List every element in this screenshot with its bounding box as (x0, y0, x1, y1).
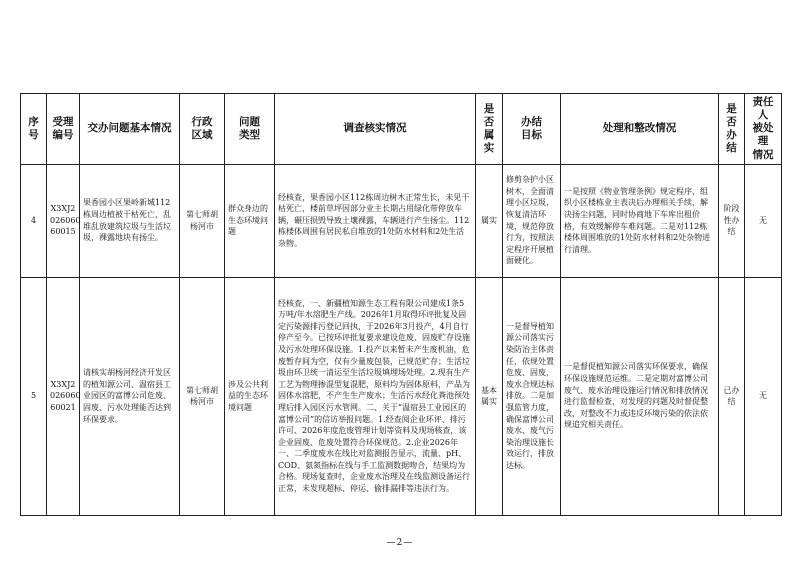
row-truth: 属实 (476, 164, 503, 277)
row-id-text: X3XJ2 026060 60015 (50, 204, 81, 237)
row-investigation: 经核查，一、新疆植知源生态工程有限公司建成1条5万吨/年水溶肥生产线。2026年1月取得环评批复及固定污染源排污登记回执，于2026年3月投产，4月自行停产至今。已按环评批复要求建设危废、固废贮存设施及污水处理环保设施。1.投产以来暂未产生废机油，危废暂存间为空，仅有少量废包装，已规范贮存；生活垃圾由环卫统一清运至生活垃圾填埋场处理。2.现有生产工艺为物理掺混型复混肥，原料均为固体原料，产品为固体水溶肥，不产生生产废水；生活污水经化粪池预处理后排入园区污水管网。二、关于“温宿县工业园区的富博公司”的信访举报问题。1.经查阅企业环评、排污许可、2026年度危废管理计划等资料及现场核查，该企业固废、危废处置符合环保规范。2.企业2026年一、二季度废水在线比对监测报告显示，流量、pH、COD、氨氮指标在线与手工监测数据吻合，结果均为合格。现场复查时，企业废水治理及在线监测设备运行正常，未发现超标、停运、偷排漏排等违法行为。 (275, 277, 476, 515)
header-id-text: 受理 编号 (52, 115, 74, 141)
row-type: 涉及公共利益的生态环境问题 (225, 277, 275, 515)
row-responsible: 无 (745, 277, 782, 515)
header-basic: 交办问题基本情况 (80, 94, 180, 165)
header-responsible-text: 责任人 被处理 情况 (752, 96, 774, 161)
row-id-text: X3XJ2 026060 60021 (50, 379, 81, 412)
header-index: 序号 (21, 94, 47, 165)
row-basic: 请核实胡杨河经济开发区的植知源公司、温宿县工业园区的富博公司危废、固废、污水处理能否达到环保要求。 (80, 277, 180, 515)
table-row (21, 164, 782, 277)
row-index: 4 (21, 164, 47, 277)
header-type-text: 问题 类型 (239, 115, 260, 141)
header-responsible (745, 94, 782, 165)
row-region: 第七师胡杨河市 (180, 164, 225, 277)
row-handling: 一是按照《物业管理条例》规定程序，组织小区楼栋业主表决后办理相关手续，解决扬尘问题，同时协商地下车库出租价格，有效缓解停车难问题。二是对112栋楼体周围堆放的1处防水材料和2处杂物进行清理。 (561, 164, 719, 277)
row-id (47, 277, 80, 515)
row-done: 已办结 (719, 277, 745, 515)
row-investigation: 经核查，果香园小区112栋周边树木正常生长，未见干枯死亡，楼前草坪因部分业主长期占用绿化带停放车辆，碾压损毁导致土壤裸露，车辆进行产生扬尘。112栋楼体周围有居民私自堆放的1处防水材料和2处生活杂物。 (275, 164, 476, 277)
header-truth-text: 是否 属实 (483, 102, 495, 154)
header-done-text: 是否 办结 (726, 102, 737, 154)
table-header-row (21, 94, 782, 165)
row-region: 第七师胡杨河市 (180, 277, 225, 515)
row-goal: 修剪杂护小区树木，全面清理小区垃圾，恢复清洁环境，规范停放行为，按照法定程序开展植面硬化。 (503, 164, 561, 277)
header-id (47, 94, 80, 165)
row-type: 群众身边的生态环境问题 (225, 164, 275, 277)
row-basic: 果香园小区果岭新城112栋周边植被干枯死亡，乱堆乱放建筑垃圾与生活垃圾，裸露地块有扬尘。 (80, 164, 180, 277)
row-done: 阶段性办结 (719, 164, 745, 277)
row-index: 5 (21, 277, 47, 515)
header-truth (476, 94, 503, 165)
header-region-text: 行政 区域 (191, 115, 213, 141)
header-goal (503, 94, 561, 165)
row-responsible: 无 (745, 164, 782, 277)
row-handling: 一是督促植知源公司落实环保要求，确保环保设施规范运维。二是定期对富博公司废气、废水治理设施运行情况和排放情况进行监督检查，对发现的问题及时督促整改，对整改不力或违反环境污染的依法依规追究相关责任。 (561, 277, 719, 515)
page-number: —2— (386, 538, 414, 548)
row-id (47, 164, 80, 277)
header-investigation: 调查核实情况 (275, 94, 476, 165)
header-type (225, 94, 275, 165)
header-goal-text: 办结 目标 (521, 115, 542, 141)
case-table (20, 93, 782, 516)
row-goal: 一是督导植知源公司落实污染防治主体责任，依规处置危废、固废，废水合规达标排放。二是加强监管力度，确保富博公司废水、废气污染治理设施长效运行，排放达标。 (503, 277, 561, 515)
header-done (719, 94, 745, 165)
header-region (180, 94, 225, 165)
header-handling: 处理和整改情况 (561, 94, 719, 165)
table-row (21, 277, 782, 515)
row-truth: 基本属实 (476, 277, 503, 515)
